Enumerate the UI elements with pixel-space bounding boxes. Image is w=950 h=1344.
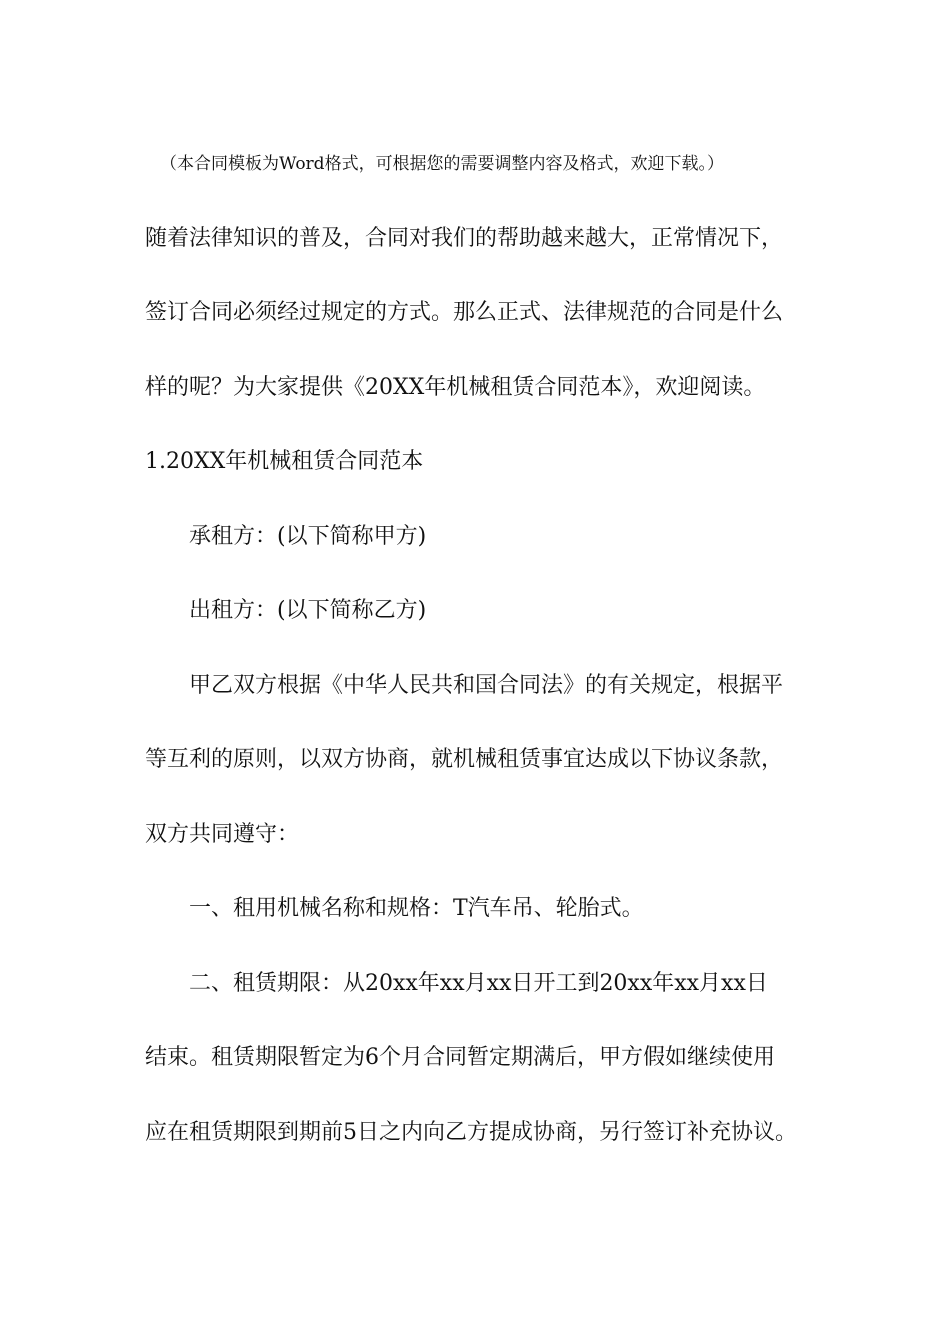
- clause-2-line-2: 结束。租赁期限暂定为6个月合同暂定期满后，甲方假如继续使用: [145, 1045, 775, 1070]
- intro-line-3: 样的呢？为大家提供《20XX年机械租赁合同范本》，欢迎阅读。: [145, 375, 766, 400]
- template-note: （本合同模板为Word格式，可根据您的需要调整内容及格式，欢迎下载。）: [160, 154, 725, 174]
- clause-2-line-1: 二、租赁期限：从20xx年xx月xx日开工到20xx年xx月xx日: [189, 971, 768, 996]
- intro-line-1: 随着法律知识的普及，合同对我们的帮助越来越大，正常情况下，: [145, 226, 784, 251]
- agreement-line-3: 双方共同遵守：: [145, 822, 300, 847]
- agreement-line-2: 等互利的原则，以双方协商，就机械租赁事宜达成以下协议条款，: [145, 747, 784, 772]
- clause-1: 一、租用机械名称和规格：T汽车吊、轮胎式。: [189, 896, 644, 921]
- intro-line-2: 签订合同必须经过规定的方式。那么正式、法律规范的合同是什么: [145, 300, 784, 325]
- lessee-line: 承租方：(以下简称甲方): [189, 524, 427, 549]
- section-heading: 1.20XX年机械租赁合同范本: [145, 449, 424, 474]
- lessor-line: 出租方：(以下简称乙方): [189, 598, 427, 623]
- clause-2-line-3: 应在租赁期限到期前5日之内向乙方提成协商，另行签订补充协议。: [145, 1120, 797, 1145]
- agreement-line-1: 甲乙双方根据《中华人民共和国合同法》的有关规定，根据平: [189, 673, 784, 698]
